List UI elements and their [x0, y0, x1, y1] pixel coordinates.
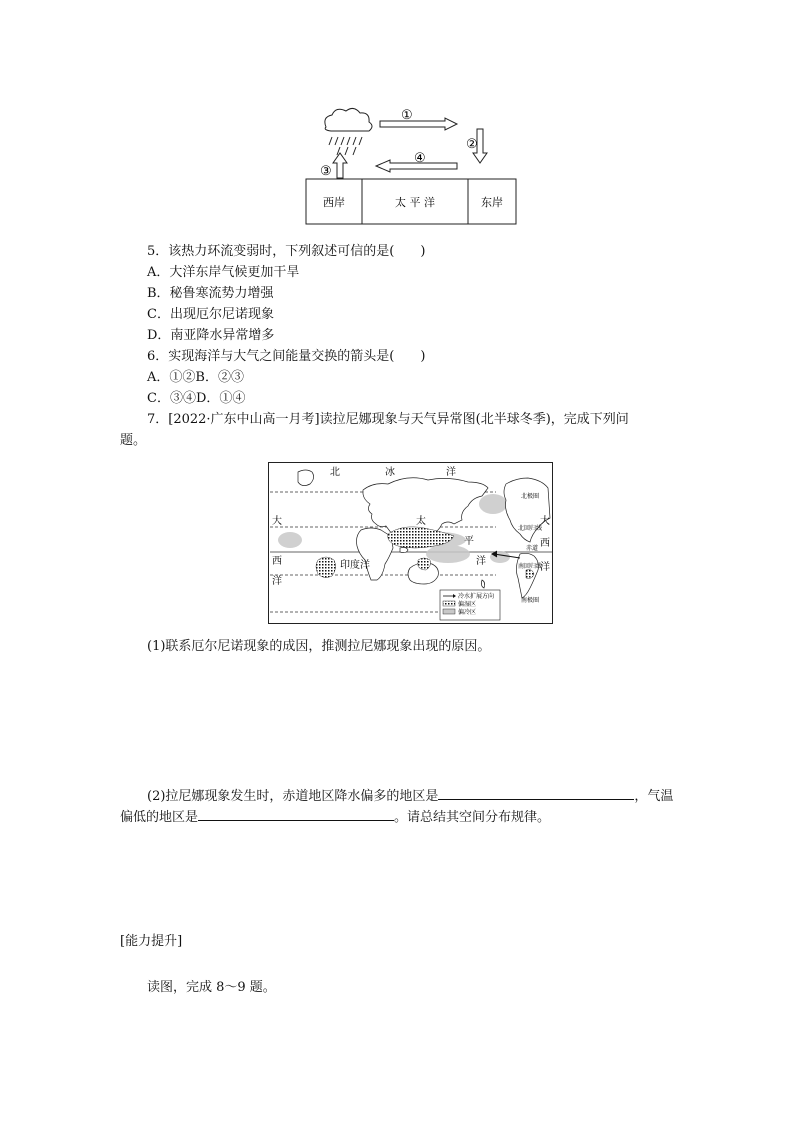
legend-cold-water: 冷水扩展方向 — [458, 593, 495, 600]
q6-stem: 6．实现海洋与大气之间能量交换的箭头是( ) — [147, 349, 426, 364]
arrow-4-label: ④ — [414, 151, 426, 166]
rain-cloud-icon — [325, 108, 372, 155]
legend-cold: 偏冷区 — [458, 609, 477, 616]
box-west-coast: 西岸 — [323, 196, 345, 209]
lat-label-capricorn: 南回归线 — [518, 563, 543, 570]
q7-sub2-a: (2)拉尼娜现象发生时，赤道地区降水偏多的地区是 — [147, 789, 439, 804]
map-label-da-west: 大 — [272, 516, 282, 527]
map-label-xi-east: 西 — [540, 538, 550, 549]
arrow-3-label: ③ — [320, 164, 332, 179]
arrow-1-label: ① — [401, 108, 413, 123]
map-label-yang-west: 洋 — [272, 576, 282, 587]
lat-label-antarctic: 南极圈 — [521, 597, 540, 604]
la-nina-world-map — [268, 462, 553, 624]
q7-stem-line2: 题。 — [120, 433, 147, 448]
arrow-1 — [380, 118, 457, 130]
walker-circulation-diagram — [300, 105, 525, 230]
lat-label-cancer: 北回归线 — [518, 525, 543, 532]
q5-option-c: C．出现厄尔尼诺现象 — [147, 307, 274, 322]
lat-label-arctic: 北极圈 — [521, 493, 540, 500]
map-legend — [440, 590, 500, 620]
map-label-tai: 太 — [416, 516, 426, 527]
q7-stem-line1: 7．[2022·广东中山高一月考]读拉尼娜现象与天气异常图(北半球冬季)，完成下列问 — [147, 412, 629, 427]
arrow-2-label: ② — [466, 137, 478, 152]
map-label-bing: 冰 — [385, 467, 395, 478]
box-pacific: 太 平 洋 — [395, 196, 435, 209]
q7-sub1: (1)联系厄尔尼诺现象的成因，推测拉尼娜现象出现的原因。 — [147, 639, 491, 654]
map-label-ping: 平 — [464, 536, 474, 547]
q7-sub2-line1 — [147, 786, 673, 806]
q7-sub2-c: 偏低的地区是 — [120, 810, 199, 825]
q5-stem: 5．该热力环流变弱时，下列叙述可信的是( ) — [147, 244, 426, 259]
q7-sub2-d: 。请总结其空间分布规律。 — [394, 810, 551, 825]
answer-blank-1[interactable] — [438, 786, 634, 800]
legend-wet: 偏湿区 — [458, 601, 477, 608]
map-label-da-east: 大 — [540, 516, 550, 527]
box-east-coast: 东岸 — [481, 196, 503, 209]
map-label-indian-ocean: 印度洋 — [340, 560, 370, 571]
map-label-yang-arctic: 洋 — [446, 467, 456, 478]
q7-sub2-line2 — [120, 807, 550, 827]
q6-option-cd: C．③④D．①④ — [147, 391, 246, 406]
map-label-xi-west: 西 — [272, 556, 282, 567]
q5-option-b: B．秘鲁寒流势力增强 — [147, 286, 274, 301]
map-label-bei: 北 — [330, 467, 340, 478]
q5-option-d: D．南亚降水异常增多 — [147, 328, 275, 343]
lat-label-equator: 赤道 — [526, 545, 539, 552]
answer-blank-2[interactable] — [198, 807, 394, 821]
read-prompt: 读图，完成 8～9 题。 — [147, 980, 276, 995]
arrow-3 — [333, 153, 347, 178]
q7-sub2-b: ，气温 — [634, 789, 674, 804]
section-heading: [能力提升] — [120, 934, 183, 949]
map-label-yang-pacific: 洋 — [476, 556, 486, 567]
q6-option-ab: A．①②B．②③ — [147, 370, 244, 385]
q5-option-a: A．大洋东岸气候更加干旱 — [147, 265, 300, 280]
map-label-yang-east: 洋 — [540, 562, 550, 573]
